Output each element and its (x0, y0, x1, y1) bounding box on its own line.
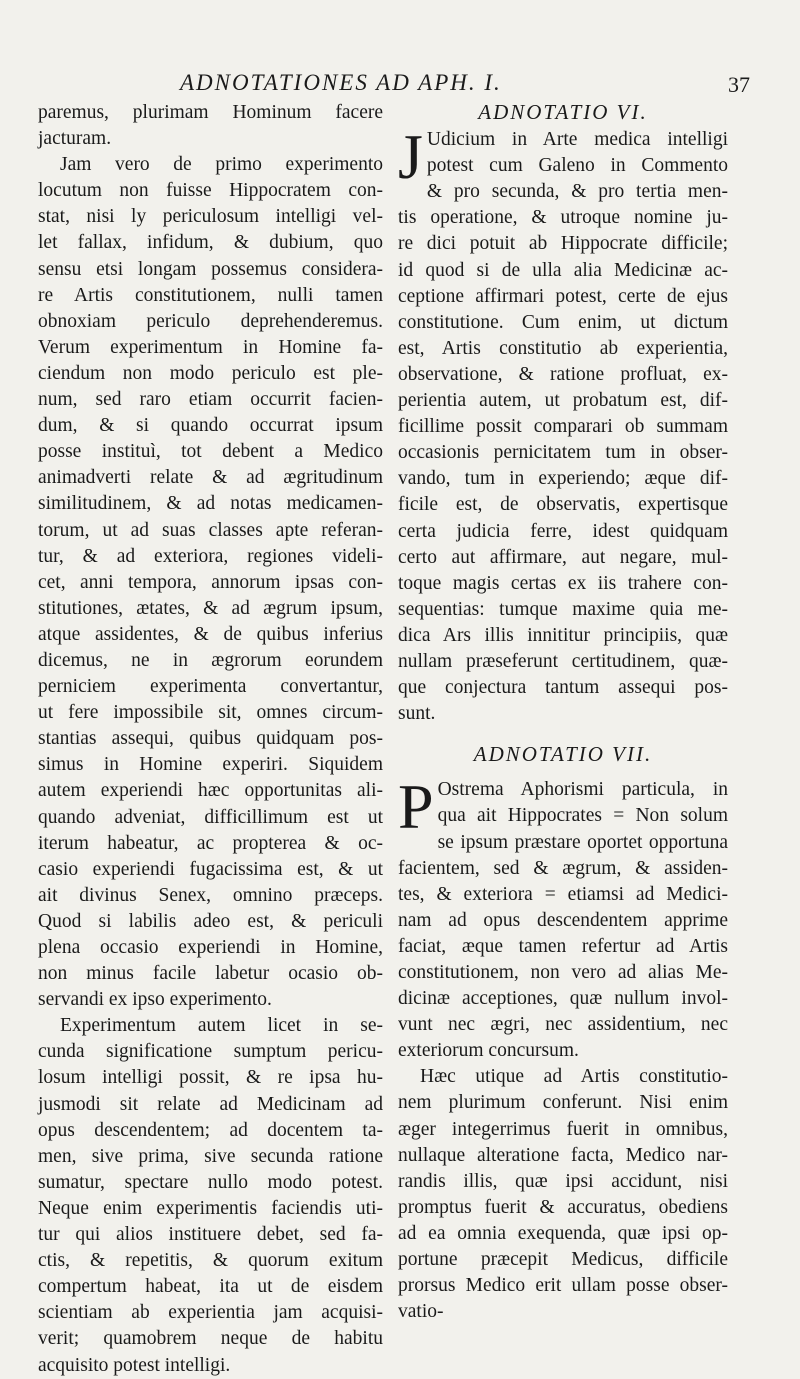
text-line: se ipsum præstare oportet opportuna (437, 831, 728, 853)
text-line: dica Ars illis innititur principiis, quæ (398, 624, 728, 646)
text-line: ficillime possit comparari ob summam (398, 416, 728, 438)
text-line: potest cum Galeno in Commento (426, 155, 728, 177)
text-line: torum, ut ad suas classes apte referan- (38, 519, 383, 541)
text-line: non minus facile labetur ocasio ob- (38, 963, 383, 985)
text-line: locutum non fuisse Hippocratem con- (38, 180, 383, 202)
text-line: Hæc utique ad Artis constitutio- (420, 1066, 728, 1088)
text-line: verit; quamobrem neque de habitu (38, 1328, 383, 1350)
text-line: jusmodi sit relate ad Medicinam ad (38, 1093, 383, 1115)
text-line: similitudinem, & ad notas medicamen- (38, 493, 383, 515)
text-line: stitutiones, ætates, & ad ægrum ipsum, (38, 597, 383, 619)
left-column (38, 100, 383, 1379)
text-line: stat, nisi ly periculosum intelligi vel- (38, 206, 383, 228)
text-line: compertum habeat, ita ut de eisdem (38, 1276, 383, 1298)
text-line: Verum experimentum in Homine fa- (38, 336, 383, 358)
text-line: nullam præseferunt certitudinem, quæ- (398, 650, 728, 672)
text-line: tur qui alios instituere debet, sed fa- (38, 1224, 383, 1246)
text-line: re Artis constitutionem, nulli tamen (38, 284, 383, 306)
text-line: Jam vero de primo experimento (60, 154, 383, 176)
text-line: sensu etsi longam possemus considera- (38, 258, 383, 280)
text-line: occasionis pernicitatem tum in obser- (398, 442, 728, 464)
text-line: exteriorum concursum. (398, 1040, 579, 1062)
text-line: constitutionem, non vero ad alias Me- (398, 962, 728, 983)
text-line: perniciem experimenta convertantur, (38, 676, 383, 698)
text-line: que conjectura tantum assequi pos- (398, 677, 728, 699)
running-head: ADNOTATIONES AD APH. I. (180, 70, 502, 95)
text-line: Neque enim experimentis faciendis uti- (38, 1197, 383, 1219)
adnotatio-vi-text (398, 121, 728, 727)
text-line: promptus fuerit & accuratus, obediens (398, 1196, 728, 1218)
text-line: nem plurimum conferunt. Nisi enim (398, 1092, 728, 1114)
text-line: jacturam. (38, 128, 112, 150)
text-line: casio experiendi fugacissima est, & ut (38, 858, 383, 880)
text-line: dicemus, ne in ægrorum eorundem (38, 649, 383, 671)
text-line: ceptione affirmari potest, certe de ejus (398, 285, 728, 307)
text-line: æger integerrimus fuerit in omnibus, (398, 1118, 728, 1140)
section-title-adnotatio-vii: ADNOTATIO VII. (473, 742, 653, 767)
text-line: tis operatione, & utroque nomine ju- (398, 207, 728, 229)
text-line: scientiam ab experientia jam acquisi- (38, 1302, 383, 1324)
text-line: num, sed raro etiam occurrit facien- (38, 389, 383, 411)
text-line: prorsus Medico erit ullam posse obser- (398, 1275, 728, 1297)
text-line: autem experiendi hæc opportunitas ali- (38, 780, 383, 802)
text-line: portune præcepit Medicus, difficile (398, 1249, 728, 1271)
text-line: facientem, sed & ægrum, & assiden- (398, 857, 728, 879)
text-line: cunda significatione sumptum pericu- (38, 1041, 383, 1063)
text-line: dum, & si quando occurrat ipsum (38, 415, 383, 437)
page-number: 37 (728, 72, 750, 97)
text-line: toque magis certas ex iis trahere con- (398, 572, 728, 594)
dropcap-initial: J (398, 121, 423, 193)
text-line: tes, & exteriora = etiamsi ad Medici- (398, 883, 728, 905)
text-line: servandi ex ipso experimento. (38, 989, 272, 1011)
text-line: tur, & ad exteriora, regiones videli- (38, 545, 383, 567)
text-line: stantias assequi, quibus quidquam pos- (38, 728, 383, 750)
text-line: constitutione. Cum enim, ut dictum (398, 311, 728, 333)
text-line: Quod si labilis adeo est, & periculi (38, 910, 383, 932)
right-column (398, 100, 728, 1325)
text-line: Udicium in Arte medica intelligi (426, 129, 728, 151)
text-line: vando, tum in experiendo; æque dif- (398, 468, 728, 490)
text-line: iterum habeatur, ac propterea & oc- (38, 832, 383, 854)
text-line: certo aut affirmare, aut negare, mul- (398, 546, 728, 568)
text-line: vatio- (398, 1301, 444, 1323)
text-line: let fallax, infidum, & dubium, quo (38, 232, 383, 254)
text-line: cet, anni tempora, annorum ipsas con- (38, 571, 383, 593)
text-line: animadverti relate & ad ægritudinum (38, 467, 383, 489)
text-line: perientia autem, ut probatum est, dif- (398, 390, 728, 412)
text-line: ctis, & repetitis, & quorum exitum (38, 1250, 383, 1272)
text-line: nullaque alteratione facta, Medico nar- (398, 1144, 728, 1166)
text-line: observatione, & ratione profluat, ex- (398, 363, 728, 385)
text-line: sunt. (398, 703, 436, 725)
text-line: posse instituì, tot debent a Medico (38, 441, 383, 463)
adnotatio-vii-text (398, 771, 728, 1325)
text-line: certa judicia ferre, idest quidquam (398, 520, 728, 542)
text-line: faciat, æque tamen refertur ad Artis (398, 935, 728, 957)
text-line: paremus, plurimam Hominum facere (38, 102, 383, 123)
text-line: ciendum non modo periculo est ple- (38, 362, 383, 384)
text-line: randis illis, quæ ipsi accidunt, nisi (398, 1170, 728, 1192)
dropcap-initial: P (398, 771, 434, 843)
page-header (40, 70, 760, 102)
text-line: sequentias: tumque maxime quia me- (398, 598, 728, 620)
text-line: dicinæ acceptiones, quæ nullum invol- (398, 988, 728, 1010)
text-line: quando adveniat, difficillimum est ut (38, 806, 383, 828)
text-line: atque assidentes, & de quibus inferius (38, 623, 383, 645)
text-line: sumatur, spectare nullo modo potest. (38, 1171, 383, 1193)
text-line: ut fere impossibile sit, omnes circum- (38, 702, 383, 724)
text-line: obnoxiam periculo deprehenderemus. (38, 310, 383, 332)
text-line: qua ait Hippocrates = Non solum (437, 805, 728, 827)
text-line: est, Artis constitutio ab experientia, (398, 337, 728, 359)
text-line: plena occasio experiendi in Homine, (38, 937, 383, 958)
text-line: id quod si de ulla alia Medicinæ ac- (398, 259, 728, 281)
text-line: ficile est, de observatis, expertisque (398, 494, 728, 516)
text-line: losum intelligi possit, & re ipsa hu- (38, 1067, 383, 1089)
text-line: simus in Homine experiri. Siquidem (38, 754, 383, 776)
text-line: ad ea omnia exequenda, quæ ipsi op- (398, 1222, 728, 1244)
text-line: men, sive prima, sive secunda ratione (38, 1145, 383, 1167)
text-line: Ostrema Aphorismi particula, in (437, 779, 728, 801)
text-line: & pro secunda, & pro tertia men- (426, 181, 728, 203)
text-line: nam ad opus descendentem apprime (398, 909, 728, 931)
text-line: acquisito potest intelligi. (38, 1354, 231, 1376)
text-line: Experimentum autem licet in se- (60, 1015, 383, 1037)
text-line: re dici potuit ab Hippocrate difficile; (398, 233, 728, 255)
text-line: opus descendentem; ad docentem ta- (38, 1119, 383, 1141)
text-line: ait divinus Senex, omnino præceps. (38, 884, 383, 906)
text-line: vunt nec ægri, nec assidentium, nec (398, 1014, 728, 1036)
section-title-adnotatio-vi: ADNOTATIO VI. (478, 100, 648, 124)
